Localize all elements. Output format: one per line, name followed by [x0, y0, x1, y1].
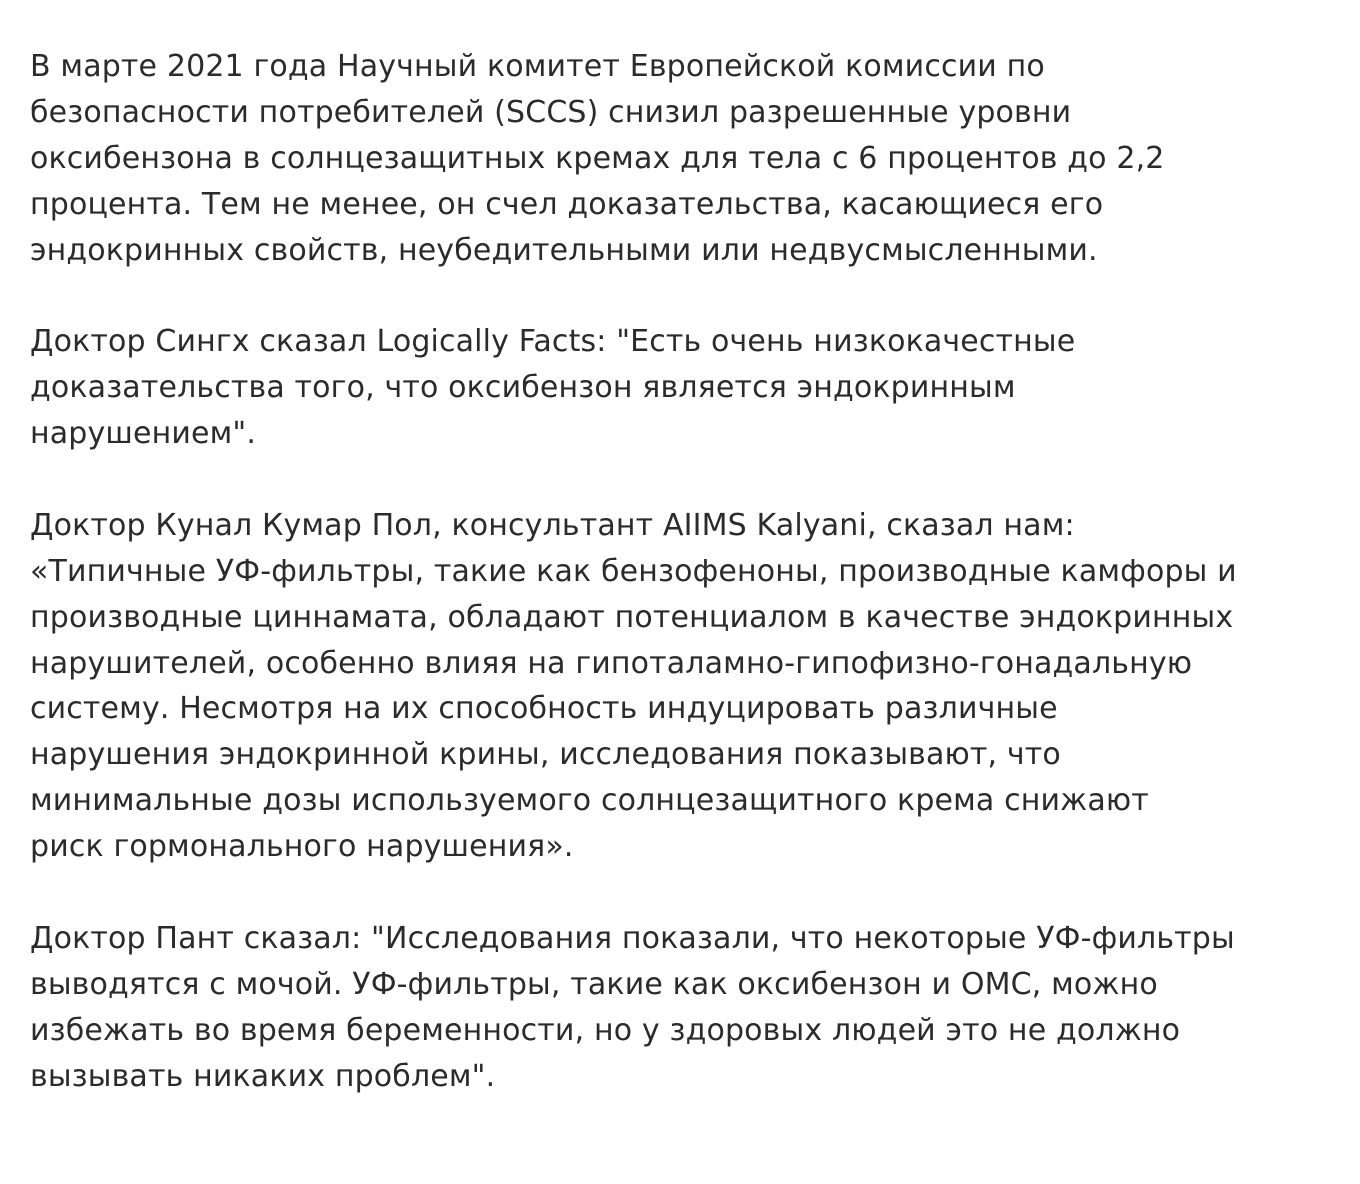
text-line: безопасности потребителей (SCCS) снизил разрешенные уровни — [30, 94, 1072, 130]
text-line: нарушителей, особенно влияя на гипоталамно-гипофизно-гонадальную — [30, 645, 1193, 681]
text-line: Доктор Кунал Кумар Пол, консультант AIIMS Kalyani, сказал нам: — [30, 507, 1075, 543]
text-line: процента. Тем не менее, он счел доказательства, касающиеся его — [30, 186, 1104, 222]
text-line: В марте 2021 года Научный комитет Европейской комиссии по — [30, 49, 1045, 84]
text-line: риск гормонального нарушения». — [30, 829, 574, 865]
text-line: систему. Несмотря на их способность индуцировать различные — [30, 691, 1058, 727]
text-line: Доктор Сингх сказал Logically Facts: "Есть очень низкокачестные — [30, 324, 1076, 360]
text-line: нарушения эндокринной крины, исследования показывают, что — [30, 737, 1061, 773]
text-line: производные циннамата, обладают потенциалом в качестве эндокринных — [30, 599, 1234, 635]
text-line: нарушением". — [30, 416, 257, 452]
text-line: «Типичные УФ-фильтры, такие как бензофеноны, производные камфоры и — [30, 553, 1237, 589]
article-body — [30, 44, 1340, 1099]
text-line: минимальные дозы используемого солнцезащитного крема снижают — [30, 783, 1149, 819]
paragraph-dr-singh-quote — [30, 319, 1340, 457]
text-line: эндокринных свойств, неубедительными или недвусмысленными. — [30, 232, 1098, 268]
text-line: выводятся с мочой. УФ-фильтры, такие как оксибензон и ОМС, можно — [30, 966, 1158, 1002]
text-line: вызывать никаких проблем". — [30, 1058, 496, 1094]
text-line: оксибензона в солнцезащитных кремах для тела с 6 процентов до 2,2 — [30, 140, 1165, 176]
paragraph-dr-pant-quote — [30, 916, 1340, 1100]
text-line: Доктор Пант сказал: "Исследования показали, что некоторые УФ-фильтры — [30, 920, 1235, 956]
text-line: доказательства того, что оксибензон является эндокринным — [30, 370, 1016, 406]
paragraph-sccs — [30, 44, 1340, 273]
paragraph-dr-paul-quote — [30, 503, 1340, 870]
text-line: избежать во время беременности, но у здоровых людей это не должно — [30, 1012, 1181, 1048]
